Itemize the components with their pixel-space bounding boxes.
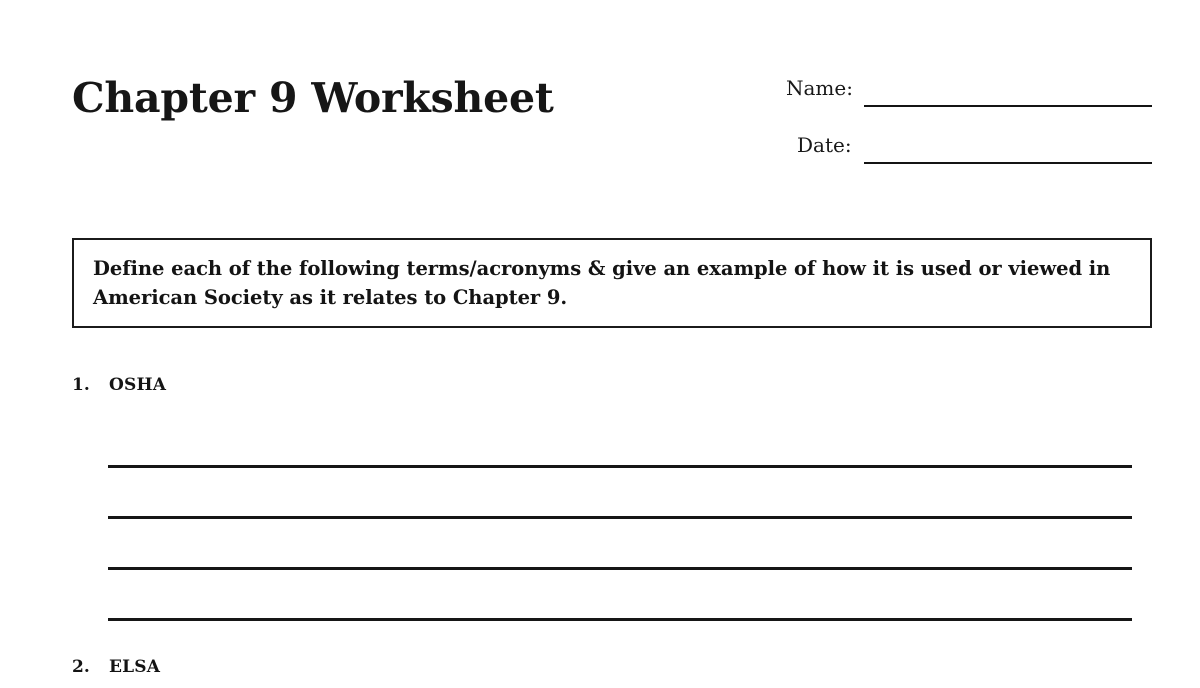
student-info-block	[784, 76, 1152, 190]
question-item-1	[72, 366, 1152, 632]
question-1-heading	[72, 366, 1152, 406]
question-1-answer-area	[108, 428, 1152, 632]
name-field-label: Name:	[786, 76, 853, 100]
answer-rule	[108, 567, 1132, 570]
date-field-rule	[864, 162, 1152, 164]
question-2-heading	[72, 648, 1152, 688]
name-field-rule	[864, 105, 1152, 107]
answer-rule	[108, 465, 1132, 468]
answer-input[interactable]	[110, 434, 1128, 464]
question-list	[72, 366, 1152, 688]
answer-input[interactable]	[110, 536, 1128, 566]
name-field-row	[784, 76, 1152, 133]
answer-line	[108, 428, 1152, 479]
question-1-term: OSHA	[109, 375, 167, 395]
answer-line	[108, 581, 1152, 632]
question-2-term: ELSA	[109, 657, 161, 677]
question-item-2	[72, 648, 1152, 688]
date-field-row	[784, 133, 1152, 190]
page-title: Chapter 9 Worksheet	[72, 74, 554, 122]
instructions-text: Define each of the following terms/acronyms & give an example of how it is used or viewed in American Society as it relates to Chapter 9.	[93, 257, 1111, 309]
question-1-number: 1.	[72, 375, 90, 395]
answer-rule	[108, 516, 1132, 519]
date-field-label: Date:	[797, 133, 852, 157]
answer-input[interactable]	[110, 485, 1128, 515]
instructions-box	[72, 238, 1152, 328]
answer-line	[108, 479, 1152, 530]
name-input[interactable]	[866, 78, 1150, 104]
answer-line	[108, 530, 1152, 581]
question-2-number: 2.	[72, 657, 90, 677]
answer-rule	[108, 618, 1132, 621]
answer-input[interactable]	[110, 587, 1128, 617]
worksheet-header	[72, 60, 1152, 180]
date-input[interactable]	[866, 135, 1150, 161]
